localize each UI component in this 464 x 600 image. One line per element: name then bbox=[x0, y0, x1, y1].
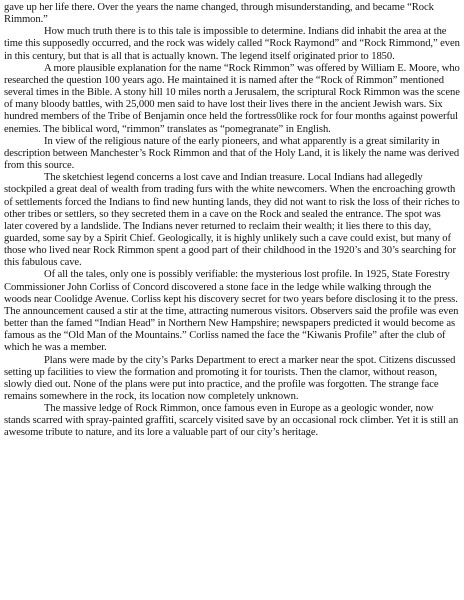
paragraph-continued-legend: gave up her life there. Over the years the name changed, through misunderstanding, and became “Rock Rimmon.” bbox=[4, 2, 434, 26]
paragraph-lost-cave-legend: The sketchiest legend concerns a lost cave and Indian treasure. Local Indians had allegedly stockpiled a great deal of wealth from trading furs with the white newcomers. When the encroaching growth of settlements forced the Indians to find new hunting lands, they did not want to risk the loss of their riches to other tribes or settlers, so they secreted them in a cave on the Rock and sealed the entrance. The spot was later covered by a landslide. The Indians never returned to reclaim their wealth; it lies there to this day, guarded, some say by a Spirit Chief. Geologically, it is highly unlikely such a cave could exist, but many of those who lived near Rock Rimmon spent a good part of their childhood in the 1920’s and 30’s searching for this fabulous cave. bbox=[4, 172, 460, 269]
paragraph-biblical-origin: A more plausible explanation for the name “Rock Rimmon” was offered by William E. Moore, who researched the question 100 years ago. He maintained it is named after the “Rock of Rimmon” mentioned several times in the Bible. A stony hill 10 miles north a Jerusalem, the scriptural Rock Rimmon was the scene of many bloody battles, with 25,000 men said to have lost their lives there in the ancient Jewish wars. Six hundred members of the Tribe of Benjamin once held the fortress0like rock for four months against powerful enemies. The biblical word, “rimmon” translates as “pomegranate” in English. bbox=[4, 62, 460, 135]
paragraph-religious-nature: In view of the religious nature of the early pioneers, and what apparently is a great similarity in description between Manchester’s Rock Rimmon and that of the Holy Land, it is likely the name was derived from this source. bbox=[4, 135, 460, 172]
paragraph-lost-profile: Of all the tales, only one is possibly verifiable: the mysterious lost profile. In 1925, State Forestry Commissioner John Corliss of Concord discovered a stone face in the ledge while walking through the woods near Coolidge Avenue. Corliss kept his discovery secret for two years before disclosing it to the press. The announcement caused a stir at the time, attracting numerous visitors. Observers said the profile was even better than the famed “Indian Head” in Northern New Hampshire; newspapers predicted it would become as famous as the “Old Man of the Mountains.” Corliss named the face the “Kiwanis Profile” after the club of which he was a member. bbox=[4, 269, 459, 354]
paragraph-parks-department-plans: Plans were made by the city’s Parks Department to erect a marker near the spot. Citizens discussed setting up facilities to view the formation and promoting it for tourists. Then the clamor, without reason, slowly died out. None of the plans were put into practice, and the profile was forgotten. The strange face remains somewhere in the rock, its location now completely unknown. bbox=[4, 354, 456, 402]
paragraph-truth-of-tale: How much truth there is to this tale is impossible to determine. Indians did inhabit the area at the time this supposedly occurred, and the rock was widely called “Rock Raymond” and “Rock Rimmond,” even in this century, but that is all that is actually known. The legend itself originated prior to 1850. bbox=[4, 26, 460, 62]
paragraph-closing: The massive ledge of Rock Rimmon, once famous even in Europe as a geologic wonder, now stands scarred with spray-painted graffiti, scarcely visited save by an occasional rock climber. Yet it is still an awesome tribute to nature, and its lore a valuable part of our city’s heritage. bbox=[4, 403, 459, 439]
document-page bbox=[4, 2, 461, 440]
